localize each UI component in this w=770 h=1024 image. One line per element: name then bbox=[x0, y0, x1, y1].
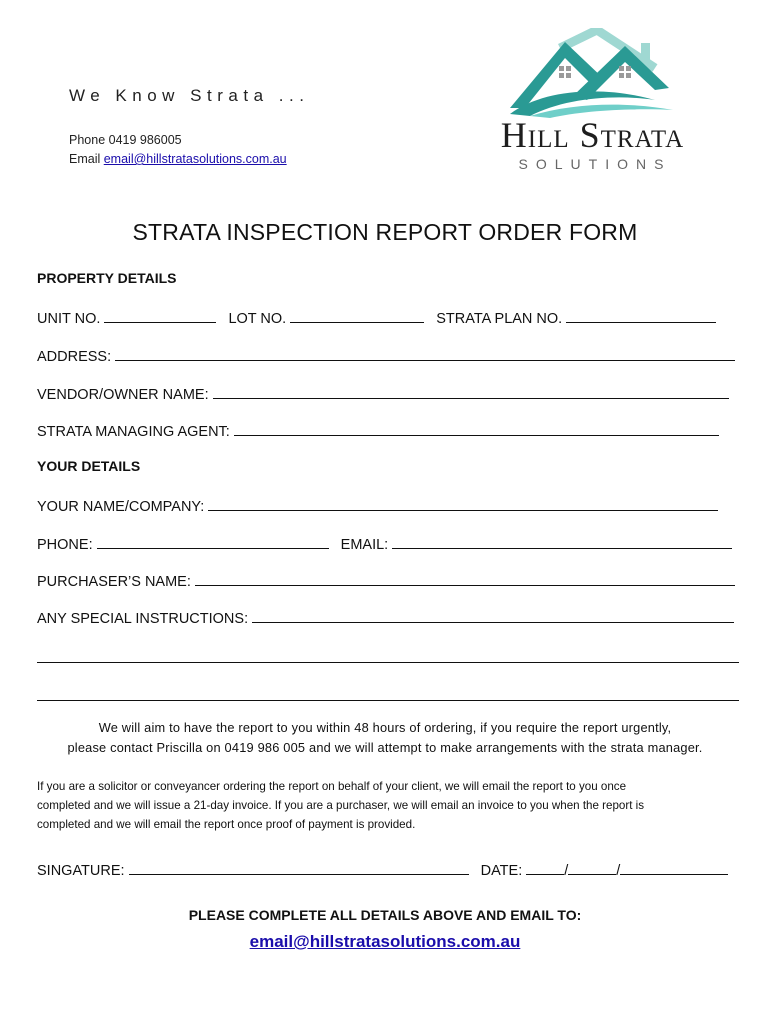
instructions-field-3[interactable] bbox=[37, 686, 739, 701]
agent-label: STRATA MANAGING AGENT: bbox=[37, 424, 230, 440]
urgent-note-line-2: please contact Priscilla on 0419 986 005 and we will attempt to make arrangements with the strata manager. bbox=[67, 740, 703, 755]
instructions-line-3 bbox=[37, 686, 739, 705]
vendor-field[interactable] bbox=[213, 384, 729, 399]
vendor-row bbox=[37, 384, 729, 403]
tagline: We Know Strata ... bbox=[69, 86, 310, 105]
phone-label: PHONE: bbox=[37, 537, 93, 553]
address-label: ADDRESS: bbox=[37, 349, 112, 365]
logo-name: Hill Strata bbox=[500, 115, 685, 155]
signature-date-row bbox=[37, 860, 728, 879]
date-month-field[interactable] bbox=[568, 860, 616, 875]
agent-row bbox=[37, 421, 719, 440]
instructions-row bbox=[37, 608, 734, 627]
property-details-heading: PROPERTY DETAILS bbox=[37, 270, 177, 286]
instructions-field[interactable] bbox=[252, 608, 734, 623]
solicitor-note bbox=[37, 777, 737, 834]
address-field[interactable] bbox=[115, 346, 735, 361]
phone-email-row bbox=[37, 534, 732, 553]
strata-plan-field[interactable] bbox=[566, 308, 716, 323]
your-name-row bbox=[37, 496, 718, 515]
solicitor-note-line-1: If you are a solicitor or conveyancer ordering the report on behalf of your client, we will email the report to you once bbox=[37, 780, 627, 793]
address-row bbox=[37, 346, 735, 365]
date-day-field[interactable] bbox=[526, 860, 564, 875]
phone-line: Phone 0419 986005 bbox=[69, 133, 182, 147]
email-line bbox=[69, 150, 287, 169]
solicitor-note-line-3: completed and we will email the report once proof of payment is provided. bbox=[37, 818, 416, 831]
instructions-field-2[interactable] bbox=[37, 648, 739, 663]
lot-field[interactable] bbox=[290, 308, 424, 323]
footer-heading: PLEASE COMPLETE ALL DETAILS ABOVE AND EMAIL TO: bbox=[188, 907, 582, 923]
strata-plan-label: STRATA PLAN NO. bbox=[436, 311, 563, 327]
date-separator-2: / bbox=[616, 863, 621, 879]
header-email-link[interactable]: email@hillstratasolutions.com.au bbox=[103, 152, 287, 166]
unit-field[interactable] bbox=[104, 308, 216, 323]
date-year-field[interactable] bbox=[620, 860, 728, 875]
your-name-field[interactable] bbox=[208, 496, 718, 511]
hill-strata-logo bbox=[455, 28, 735, 178]
purchaser-field[interactable] bbox=[195, 571, 735, 586]
lot-label: LOT NO. bbox=[228, 311, 287, 327]
footer-email-link[interactable]: email@hillstratasolutions.com.au bbox=[249, 932, 521, 951]
instructions-label: ANY SPECIAL INSTRUCTIONS: bbox=[37, 611, 249, 627]
unit-lot-plan-row bbox=[37, 308, 716, 327]
your-details-heading: YOUR DETAILS bbox=[37, 458, 141, 474]
unit-label: UNIT NO. bbox=[37, 311, 101, 327]
phone-field[interactable] bbox=[97, 534, 329, 549]
date-separator-1: / bbox=[564, 863, 569, 879]
purchaser-row bbox=[37, 571, 735, 590]
agent-field[interactable] bbox=[234, 421, 719, 436]
instructions-line-2 bbox=[37, 648, 739, 667]
email-label: Email bbox=[69, 152, 104, 166]
urgent-note-line-1: We will aim to have the report to you within 48 hours of ordering, if you require the report urgently, bbox=[98, 720, 672, 735]
contact-block bbox=[69, 131, 287, 169]
email-field[interactable] bbox=[392, 534, 732, 549]
signature-field[interactable] bbox=[129, 860, 469, 875]
your-name-label: YOUR NAME/COMPANY: bbox=[37, 499, 205, 515]
logo-sub: SOLUTIONS bbox=[518, 156, 672, 172]
urgent-note bbox=[0, 718, 770, 758]
signature-label: SINGATURE: bbox=[37, 863, 125, 879]
purchaser-label: PURCHASER’S NAME: bbox=[37, 574, 191, 590]
solicitor-note-line-2: completed and we will issue a 21-day invoice. If you are a purchaser, we will email an invoice to you when the report is bbox=[37, 799, 645, 812]
form-title: STRATA INSPECTION REPORT ORDER FORM bbox=[132, 219, 638, 245]
date-label: DATE: bbox=[480, 863, 523, 879]
email-label-field: EMAIL: bbox=[340, 537, 389, 553]
house-roof-icon bbox=[455, 28, 735, 118]
vendor-label: VENDOR/OWNER NAME: bbox=[37, 387, 209, 403]
